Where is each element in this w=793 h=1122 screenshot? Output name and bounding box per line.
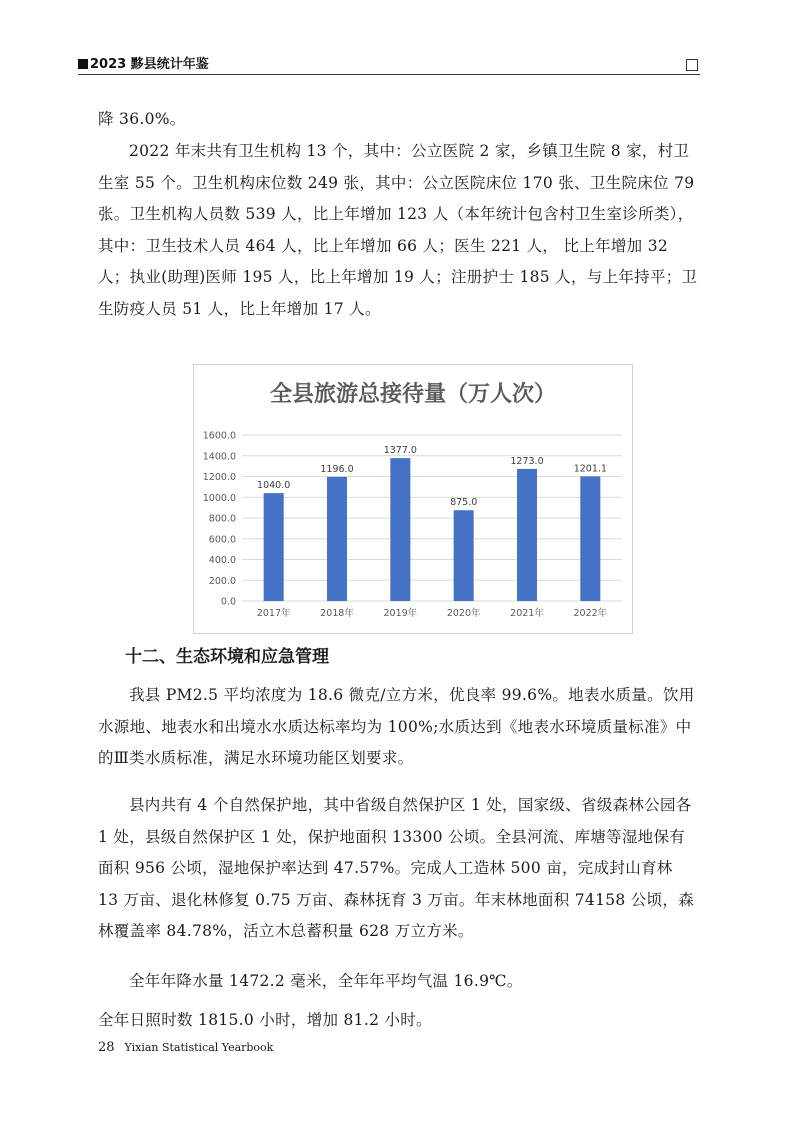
bar (390, 458, 410, 601)
bar (327, 477, 347, 601)
footer-book-title: Yixian Statistical Yearbook (124, 1041, 274, 1054)
bar (454, 510, 474, 601)
y-tick-label: 400.0 (208, 555, 236, 566)
x-tick-label: 2020年 (446, 608, 481, 619)
section-title: 十二、生态环境和应急管理 (125, 647, 329, 667)
x-tick-label: 2021年 (510, 608, 544, 619)
paragraph-sunshine: 全年日照时数 1815.0 小时，增加 81.2 小时。 (98, 1011, 432, 1029)
paragraph-health-facilities: 2022 年末共有卫生机构 13 个，其中：公立医院 2 家，乡镇卫生院 8 家，村卫生室 55 个。卫生机构床位数 249 张，其中：公立医院床位 170 张、卫生院床位 79 张。卫生机构人员数 539 人，比上年增加 123 人（本年统计包含村卫生室诊所类），其中：卫生技术人员 464 人，比上年增加 66 人；医生 221 人， 比上年增加 32 人；执业(助理)医师 195 人，比上年增加 19 人；注册护士 185 人，与上年持平；卫生防疫人员 51 人，比上年增加 17 人。 (98, 142, 698, 318)
x-tick-label: 2019年 (383, 608, 418, 619)
data-label: 1377.0 (383, 445, 417, 457)
bar (264, 493, 284, 601)
page-footer (98, 1040, 273, 1055)
y-tick-label: 800.0 (208, 513, 236, 525)
y-tick-label: 1600.0 (202, 430, 236, 442)
data-label: 875.0 (450, 497, 478, 509)
y-tick-label: 200.0 (208, 575, 236, 587)
x-tick-label: 2017年 (256, 608, 291, 619)
y-tick-label: 1400.0 (202, 451, 236, 463)
running-header (78, 56, 700, 75)
page-number: 28 (98, 1040, 115, 1055)
paragraph-environment: 我县 PM2.5 平均浓度为 18.6 微克/立方米，优良率 99.6%。地表水质量。饮用水源地、地表水和出境水水质达标率均为 100%;水质达到《地表水环境质量标准》中的Ⅲ类水质标准，满足水环境功能区划要求。 (98, 686, 695, 767)
bar (517, 469, 537, 601)
y-tick-label: 1200.0 (202, 472, 236, 483)
header-square-icon (78, 59, 88, 69)
paragraph-forestry: 县内共有 4 个自然保护地，其中省级自然保护区 1 处，国家级、省级森林公园各 1 处，县级自然保护区 1 处，保护地面积 13300 公顷。全县河流、库塘等湿地保有面积 956 公顷，湿地保护率达到 47.57%。完成人工造林 500 亩，完成封山育林 13 万亩、退化林修复 0.75 万亩、森林抚育 3 万亩。年末林地面积 74158 公顷，森林覆盖率 84.78%，活立木总蓄积量 628 万立方米。 (98, 796, 694, 940)
bar (580, 476, 600, 601)
y-tick-label: 0.0 (220, 596, 236, 608)
paragraph-continuation: 降 36.0%。 (98, 110, 186, 128)
header-title: 2023 黟县统计年鉴 (90, 57, 209, 72)
paragraph-climate: 全年年降水量 1472.2 毫米，全年年平均气温 16.9℃。 (129, 972, 523, 990)
x-tick-label: 2018年 (320, 608, 354, 619)
data-label: 1196.0 (320, 463, 354, 475)
data-label: 1201.1 (573, 463, 607, 475)
y-tick-label: 1000.0 (202, 492, 236, 504)
header-box-icon (686, 59, 698, 71)
chart-title: 全县旅游总接待量（万人次） (269, 382, 557, 407)
x-tick-label: 2022年 (573, 608, 608, 619)
data-label: 1273.0 (510, 455, 544, 467)
tourism-bar-chart (193, 364, 633, 634)
header-title-wrap (78, 53, 209, 72)
y-tick-label: 600.0 (208, 534, 236, 546)
data-label: 1040.0 (257, 480, 291, 492)
